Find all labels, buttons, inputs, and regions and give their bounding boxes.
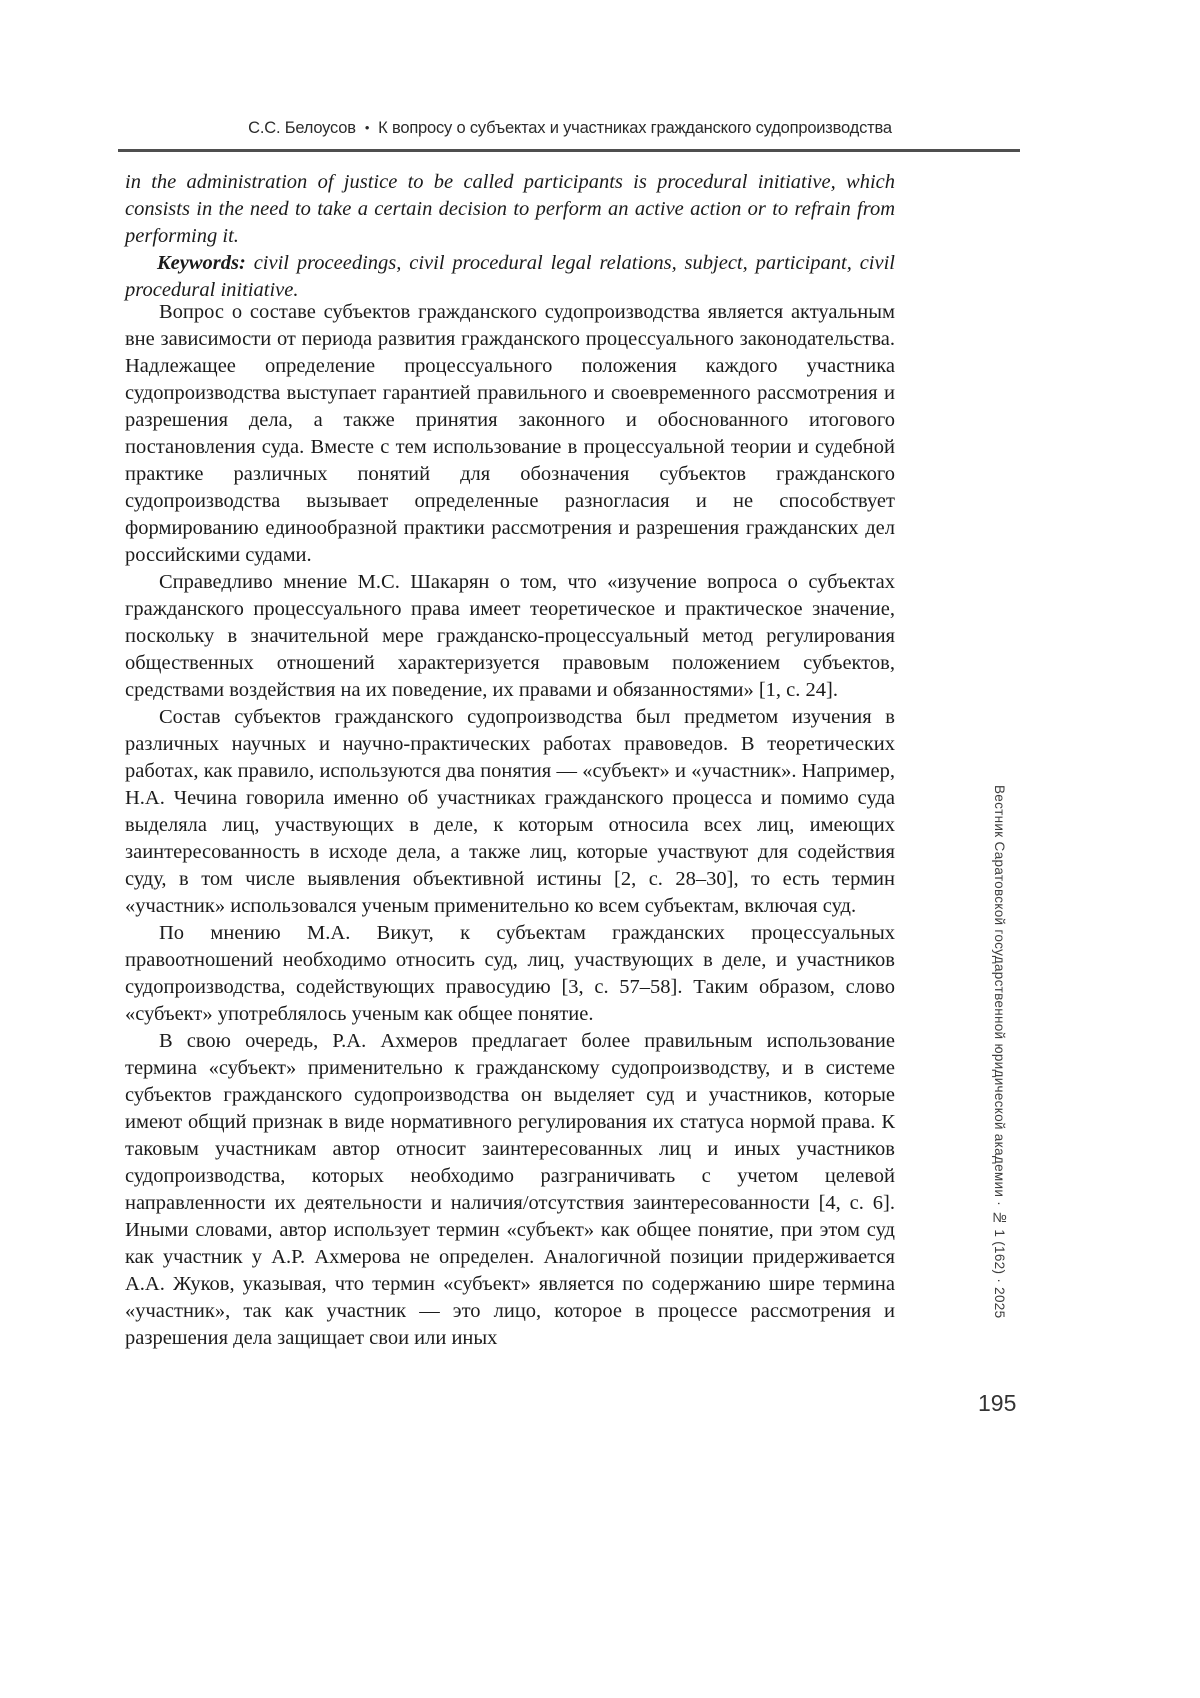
- bullet-separator: •: [364, 120, 370, 135]
- article-paragraph: Справедливо мнение М.С. Шакарян о том, что «изучение вопроса о субъектах гражданского процессуального права имеет теоретическое и практическое значение, поскольку в значительной мере гражданско-процессуальный метод регулирования общественных отношений характеризуется правовым положением субъектов, средствами воздействия на их поведение, их правами и обязанностями» [1, с. 24].: [125, 571, 895, 701]
- abstract-text: in the administration of justice to be called participants is procedural initiative, which consists in the need to take a certain decision to perform an active action or to refrain from performing it.: [125, 171, 895, 247]
- article-body: [125, 299, 895, 1352]
- keywords-label: Keywords:: [157, 252, 246, 274]
- article-paragraph: Вопрос о составе субъектов гражданского судопроизводства является актуальным вне зависимости от периода развития гражданского процессуального законодательства. Надлежащее определение процессуального положения каждого участника судопроизводства выступает гарантией правильного и своевременного рассмотрения и разрешения дела, а также принятия законного и обоснованного итогового постановления суда. Вместе с тем использование в процессуальной теории и судебной практике различных понятий для обозначения субъектов гражданского судопроизводства вызывает определенные разногласия и не способствует формированию единообразной практики рассмотрения и разрешения гражданских дел российскими судами.: [125, 301, 895, 566]
- running-header: [120, 119, 1020, 138]
- article-paragraph: По мнению М.А. Викут, к субъектам гражданских процессуальных правоотношений необходимо относить суд, лиц, участвующих в деле, и участников судопроизводства, содействующих правосудию [3, с. 57–58]. Таким образом, слово «субъект» употреблялось ученым как общее понятие.: [125, 922, 895, 1025]
- english-abstract: [125, 169, 895, 304]
- page-number: 195: [978, 1390, 1017, 1416]
- journal-name-vertical: Вестник Саратовской государственной юридической академии · № 1 (162) · 2025: [992, 785, 1007, 1319]
- keywords-line: [125, 250, 895, 304]
- keywords-text: civil proceedings, civil procedural legal relations, subject, participant, civil procedural initiative.: [125, 252, 895, 301]
- article-paragraph: В свою очередь, Р.А. Ахмеров предлагает более правильным использование термина «субъект» применительно к гражданскому судопроизводству, и в системе субъектов гражданского судопроизводства он выделяет суд и участников, которые имеют общий признак в виде нормативного регулирования их статуса нормой права. К таковым участникам автор относит заинтересованных лиц и иных участников судопроизводства, которых необходимо разграничивать с учетом целевой направленности их деятельности и наличия/отсутствия заинтересованности [4, с. 6]. Иными словами, автор использует термин «субъект» как общее понятие, при этом суд как участник у А.Р. Ахмерова не определен. Аналогичной позиции придерживается А.А. Жуков, указывая, что термин «субъект» является по содержанию шире термина «участник», так как участник — это лицо, которое в процессе рассмотрения и разрешения дела защищает свои или иных: [125, 1030, 895, 1349]
- header-author: С.С. Белоусов: [248, 119, 356, 137]
- header-divider: [118, 149, 1020, 152]
- article-paragraph: Состав субъектов гражданского судопроизводства был предметом изучения в различных научных и научно-практических работах правоведов. В теоретических работах, как правило, используются два понятия — «субъект» и «участник». Например, Н.А. Чечина говорила именно об участниках гражданского процесса и помимо суда выделяла лиц, участвующих в деле, к которым относила всех лиц, имеющих заинтересованность в исходе дела, а также лиц, которые участвуют для содействия суду, в том числе выявления объективной истины [2, с. 28–30], то есть термин «участник» использовался ученым применительно ко всем субъектам, включая суд.: [125, 706, 895, 917]
- header-article-title: К вопросу о субъектах и участниках гражданского судопроизводства: [378, 119, 892, 137]
